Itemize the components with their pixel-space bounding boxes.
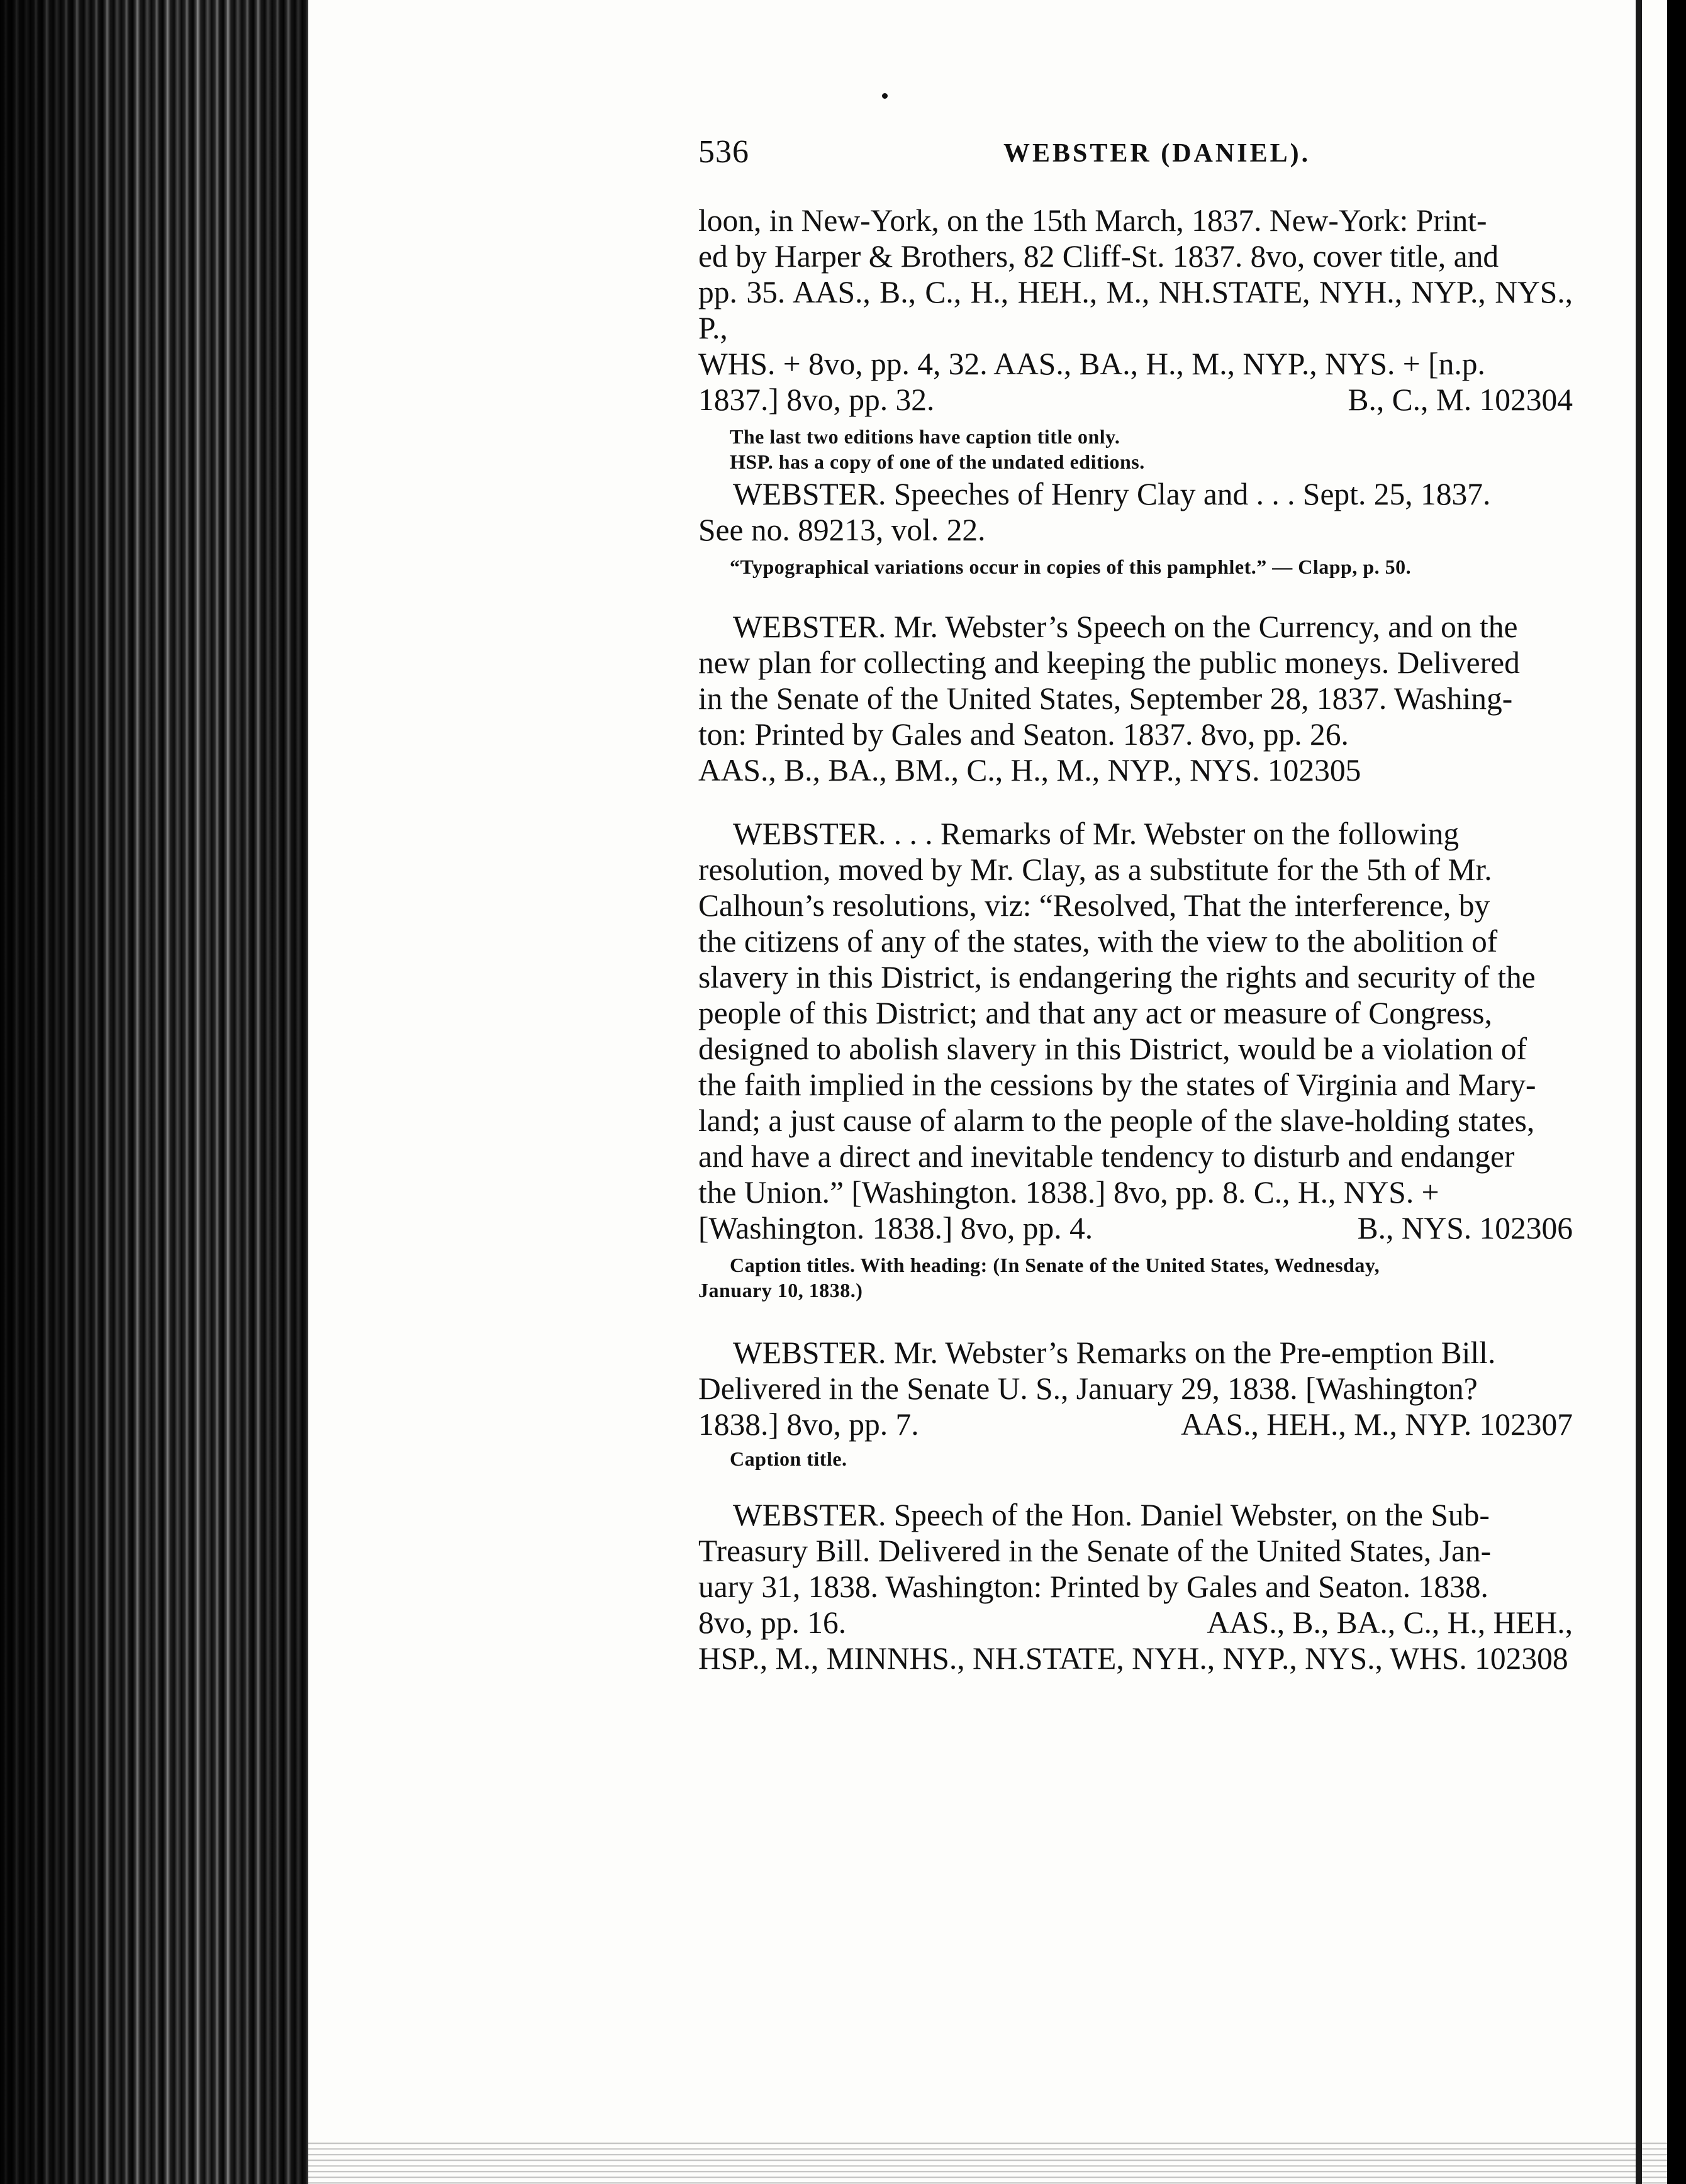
entry-line: land; a just cause of alarm to the people of the slave-holding states, — [698, 1103, 1535, 1138]
entry-line: designed to abolish slavery in this District, would be a violation of — [698, 1032, 1527, 1066]
entry-line: loon, in New-York, on the 15th March, 1837. New-York: Print- — [698, 203, 1487, 238]
entry-line: 8vo, pp. 16. — [698, 1605, 847, 1640]
entry-line: WEBSTER. Mr. Webster’s Speech on the Currency, and on the — [733, 610, 1518, 644]
entry-line: new plan for collecting and keeping the public moneys. Delivered — [698, 645, 1520, 680]
entry-line: the citizens of any of the states, with the view to the abolition of — [698, 924, 1498, 959]
entry-number-line: HSP., M., MINNHS., NH.STATE, NYH., NYP., NYS., WHS. 102308 — [698, 1641, 1568, 1676]
entry-line: 1837.] 8vo, pp. 32. — [698, 382, 935, 417]
entry-line: Delivered in the Senate U. S., January 29, 1838. [Washington? — [698, 1371, 1478, 1406]
entry-note: Caption titles. With heading: (In Senate of the United States, Wednesday, — [730, 1254, 1380, 1276]
entry-note: The last two editions have caption title only. — [730, 425, 1120, 448]
entry-line: ed by Harper & Brothers, 82 Cliff-St. 1837. 8vo, cover title, and — [698, 239, 1499, 274]
running-head — [698, 133, 1573, 184]
entry-102305 — [698, 609, 1573, 788]
entry-line: WEBSTER. Speech of the Hon. Daniel Webster, on the Sub- — [733, 1498, 1490, 1532]
entry-line: 1838.] 8vo, pp. 7. — [698, 1407, 919, 1442]
entry-line: people of this District; and that any act or measure of Congress, — [698, 996, 1492, 1030]
entry-line: WHS. + 8vo, pp. 4, 32. AAS., BA., H., M., NYP., NYS. + [n.p. — [698, 347, 1485, 381]
entry-line: slavery in this District, is endangering the rights and security of the — [698, 960, 1536, 994]
entry-number-line: B., C., M. 102304 — [1348, 382, 1573, 417]
entry-line: Calhoun’s resolutions, viz: “Resolved, That the interference, by — [698, 888, 1490, 923]
entry-line: WEBSTER. Speeches of Henry Clay and . . . Sept. 25, 1837. — [733, 477, 1491, 511]
entry-line: Treasury Bill. Delivered in the Senate of the United States, Jan- — [698, 1534, 1492, 1568]
entry-line: pp. 35. AAS., B., C., H., HEH., M., NH.STATE, NYH., NYP., NYS., P., — [698, 275, 1573, 345]
entry-line: uary 31, 1838. Washington: Printed by Gales and Seaton. 1838. — [698, 1569, 1488, 1604]
entry-line: the faith implied in the cessions by the states of Virginia and Mary- — [698, 1067, 1536, 1102]
entry-line: and have a direct and inevitable tendency to disturb and endanger — [698, 1139, 1515, 1174]
entry-line: ton: Printed by Gales and Seaton. 1837. 8vo, pp. 26. — [698, 717, 1349, 752]
running-title: WEBSTER (DANIEL). — [1003, 139, 1311, 168]
entry-number-line: AAS., B., BA., BM., C., H., M., NYP., NYS. 102305 — [698, 753, 1361, 788]
entry-number-line: AAS., HEH., M., NYP. 102307 — [1181, 1407, 1573, 1442]
entry-note: Caption title. — [730, 1447, 847, 1470]
entry-line: [Washington. 1838.] 8vo, pp. 4. — [698, 1211, 1093, 1245]
entry-line: in the Senate of the United States, September 28, 1837. Washing- — [698, 681, 1513, 716]
entry-note: January 10, 1838.) — [698, 1279, 863, 1301]
entry-line: AAS., B., BA., C., H., HEH., — [1207, 1605, 1573, 1640]
entry-line: See no. 89213, vol. 22. — [698, 513, 986, 547]
entry-line: WEBSTER. . . . Remarks of Mr. Webster on the following — [733, 816, 1460, 851]
page-number: 536 — [698, 134, 749, 170]
entry-102308 — [698, 1497, 1573, 1676]
entry-line: the Union.” [Washington. 1838.] 8vo, pp. 8. C., H., NYS. + — [698, 1175, 1439, 1210]
entry-speeches-clay — [698, 476, 1573, 579]
entry-102306 — [698, 816, 1573, 1303]
scan-border — [1667, 0, 1686, 2184]
book-edge-shadow — [0, 0, 308, 2184]
entry-line: WEBSTER. Mr. Webster’s Remarks on the Pre-emption Bill. — [733, 1335, 1496, 1370]
page-bottom-edge — [308, 2139, 1667, 2184]
entry-number-line: B., NYS. 102306 — [1357, 1211, 1573, 1245]
entry-102304 — [698, 203, 1573, 474]
binding-rule — [1636, 0, 1642, 2184]
entry-line: resolution, moved by Mr. Clay, as a substitute for the 5th of Mr. — [698, 852, 1492, 887]
entry-102307 — [698, 1335, 1573, 1471]
entry-note: “Typographical variations occur in copies of this pamphlet.” — Clapp, p. 50. — [730, 555, 1412, 578]
entry-note: HSP. has a copy of one of the undated editions. — [730, 450, 1145, 473]
ink-dot — [882, 93, 888, 99]
